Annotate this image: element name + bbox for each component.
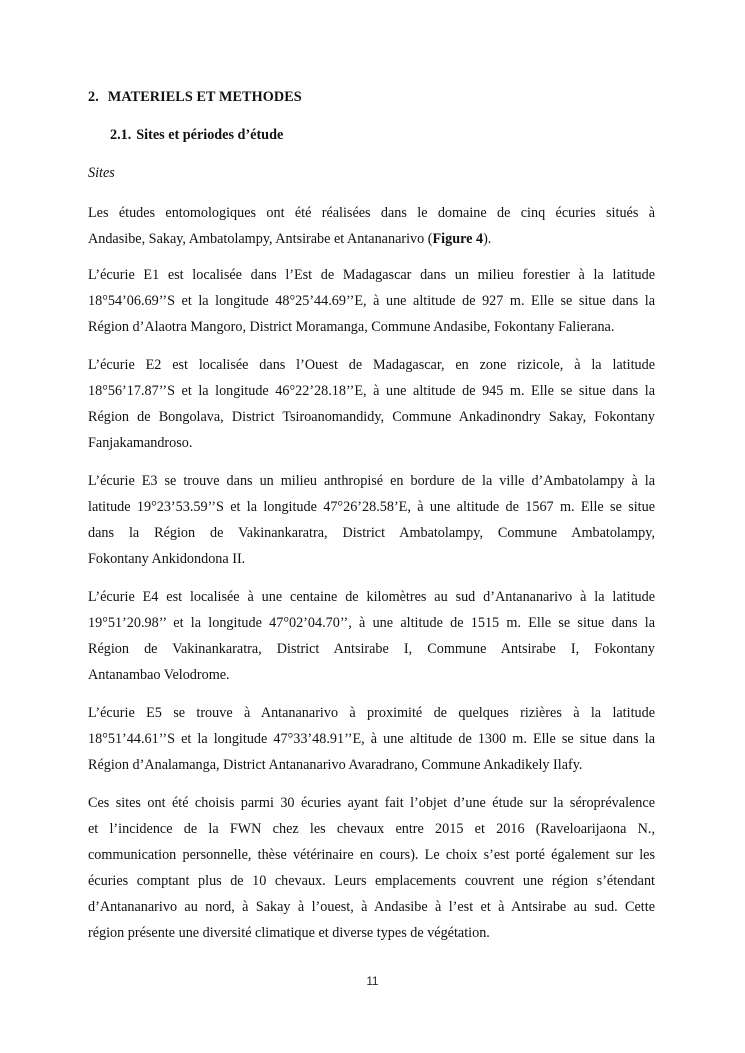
paragraph-line: communication personnelle, thèse vétérinaire en cours). Le choix s’est porté également sur les [88,847,655,863]
paragraph-line: Région d’Analamanga, District Antananarivo Avaradrano, Commune Ankadikely Ilafy. [88,757,583,773]
subheading-sites: Sites [88,165,115,181]
paragraph-line: latitude 19°23’53.59’’S et la longitude 47°26’28.58’E, à une altitude de 1567 m. Elle se situe [88,499,655,515]
paragraph-line: dans la Région de Vakinankaratra, District Ambatolampy, Commune Ambatolampy, [88,525,655,541]
paragraph-line: Région de Bongolava, District Tsiroanomandidy, Commune Ankadinondry Sakay, Fokontany [88,409,655,425]
paragraph-intro [88,200,655,252]
paragraph-line: écuries comptant plus de 10 chevaux. Leurs emplacements couvrent une région s’étendant [88,873,655,889]
subsection-title: Sites et périodes d’étude [136,127,284,143]
paragraph-line: 18°51’44.61’’S et la longitude 47°33’48.91’’E, à une altitude de 1300 m. Elle se situe dans la [88,731,655,747]
paragraph-line: Antanambao Velodrome. [88,667,230,683]
paragraph-line: et l’incidence de la FWN chez les chevaux entre 2015 et 2016 (Raveloarijaona N., [88,821,655,837]
section-heading [88,89,302,106]
paragraph-line: 18°54’06.69’’S et la longitude 48°25’44.69’’E, à une altitude de 927 m. Elle se situe dans la [88,293,655,309]
paragraph-line: L’écurie E1 est localisée dans l’Est de Madagascar dans un milieu forestier à la latitude [88,267,655,283]
paragraph-line: Région de Vakinankaratra, District Antsirabe I, Commune Antsirabe I, Fokontany [88,641,655,657]
paragraph-line: L’écurie E2 est localisée dans l’Ouest de Madagascar, en zone rizicole, à la latitude [88,357,655,373]
paragraph-line: L’écurie E4 est localisée à une centaine de kilomètres au sud d’Antananarivo à la latitude [88,589,655,605]
paragraph-e5 [88,700,655,778]
paragraph-line: Les études entomologiques ont été réalisées dans le domaine de cinq écuries situés à [88,205,655,221]
paragraph-line: L’écurie E5 se trouve à Antananarivo à proximité de quelques rizières à la latitude [88,705,655,721]
paragraph-line: 19°51’20.98’’ et la longitude 47°02’04.70’’, à une altitude de 1515 m. Elle se situe dans la [88,615,655,631]
paragraph-line: d’Antananarivo au nord, à Sakay à l’ouest, à Andasibe à l’est et à Antsirabe au sud. Cette [88,899,655,915]
paragraph-line: Ces sites ont été choisis parmi 30 écuries ayant fait l’objet d’une étude sur la séroprévalence [88,795,655,811]
paragraph-e1 [88,262,655,340]
paragraph-e2 [88,352,655,456]
subsection-heading [110,127,283,144]
paragraph-line: Région d’Alaotra Mangoro, District Moramanga, Commune Andasibe, Fokontany Falierana. [88,319,615,335]
paragraph-line: Andasibe, Sakay, Ambatolampy, Antsirabe et Antananarivo (Figure 4). [88,231,492,247]
page-number: 11 [366,976,379,988]
subsection-number: 2.1. [110,127,132,143]
document-page [88,0,655,1053]
paragraph-e3 [88,468,655,572]
figure-reference: Figure 4 [432,231,484,247]
paragraph-e4 [88,584,655,688]
section-number: 2. [88,89,99,105]
paragraph-line: Fanjakamandroso. [88,435,193,451]
paragraph-line: 18°56’17.87’’S et la longitude 46°22’28.18’’E, à une altitude de 945 m. Elle se situe dans la [88,383,655,399]
paragraph-line: région présente une diversité climatique et diverse types de végétation. [88,925,490,941]
paragraph-line: L’écurie E3 se trouve dans un milieu anthropisé en bordure de la ville d’Ambatolampy à la [88,473,655,489]
section-title: MATERIELS ET METHODES [107,89,302,105]
paragraph-line: Fokontany Ankidondona II. [88,551,246,567]
paragraph-site-selection [88,790,655,946]
